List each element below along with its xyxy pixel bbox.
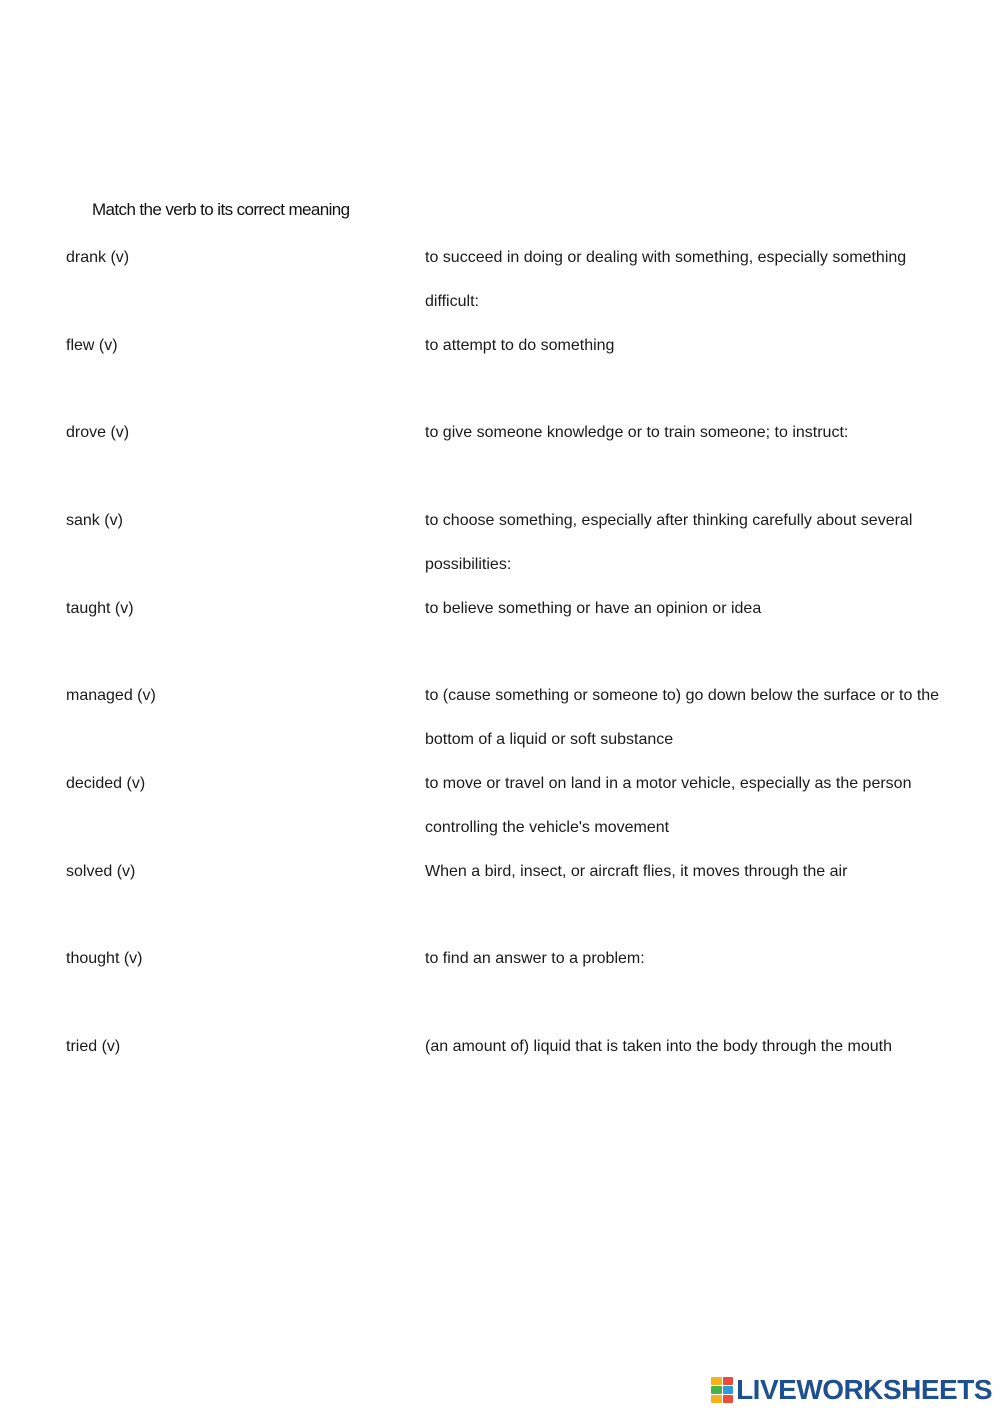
definition-item: to attempt to do something — [425, 337, 615, 354]
logo-block — [711, 1386, 722, 1394]
verb-item: decided (v) — [66, 775, 146, 792]
verb-item: sank (v) — [66, 512, 123, 529]
definition-item: to give someone knowledge or to train someone; to instruct: — [425, 424, 849, 441]
definition-item: (an amount of) liquid that is taken into the body through the mouth — [425, 1038, 892, 1055]
definition-item: to believe something or have an opinion or idea — [425, 600, 762, 617]
logo-block — [723, 1377, 734, 1385]
logo-block — [711, 1395, 722, 1403]
logo-block — [723, 1386, 734, 1394]
definition-item: When a bird, insect, or aircraft flies, it moves through the air — [425, 863, 848, 880]
verb-item: thought (v) — [66, 950, 143, 967]
definition-item: to find an answer to a problem: — [425, 950, 645, 967]
logo-block — [711, 1377, 722, 1385]
verb-item: taught (v) — [66, 600, 134, 617]
verb-item: managed (v) — [66, 687, 156, 704]
verb-item: tried (v) — [66, 1038, 121, 1055]
logo-block — [723, 1395, 734, 1403]
liveworksheets-brand — [711, 1375, 992, 1405]
verb-item: drove (v) — [66, 424, 130, 441]
definition-item: to choose something, especially after thinking carefully about several possibilities: — [425, 512, 913, 573]
verb-item: drank (v) — [66, 249, 130, 266]
instruction-text: Match the verb to its correct meaning — [92, 200, 350, 219]
definition-item: to (cause something or someone to) go down below the surface or to the bottom of a liquid or soft substance — [425, 687, 940, 748]
liveworksheets-logo-icon — [711, 1377, 733, 1403]
verb-item: solved (v) — [66, 863, 136, 880]
definition-item: to succeed in doing or dealing with something, especially something difficult: — [425, 249, 907, 310]
verb-item: flew (v) — [66, 337, 118, 354]
definition-item: to move or travel on land in a motor vehicle, especially as the person controlling the vehicle's movement — [425, 775, 912, 836]
brand-text: LIVEWORKSHEETS — [736, 1374, 992, 1405]
